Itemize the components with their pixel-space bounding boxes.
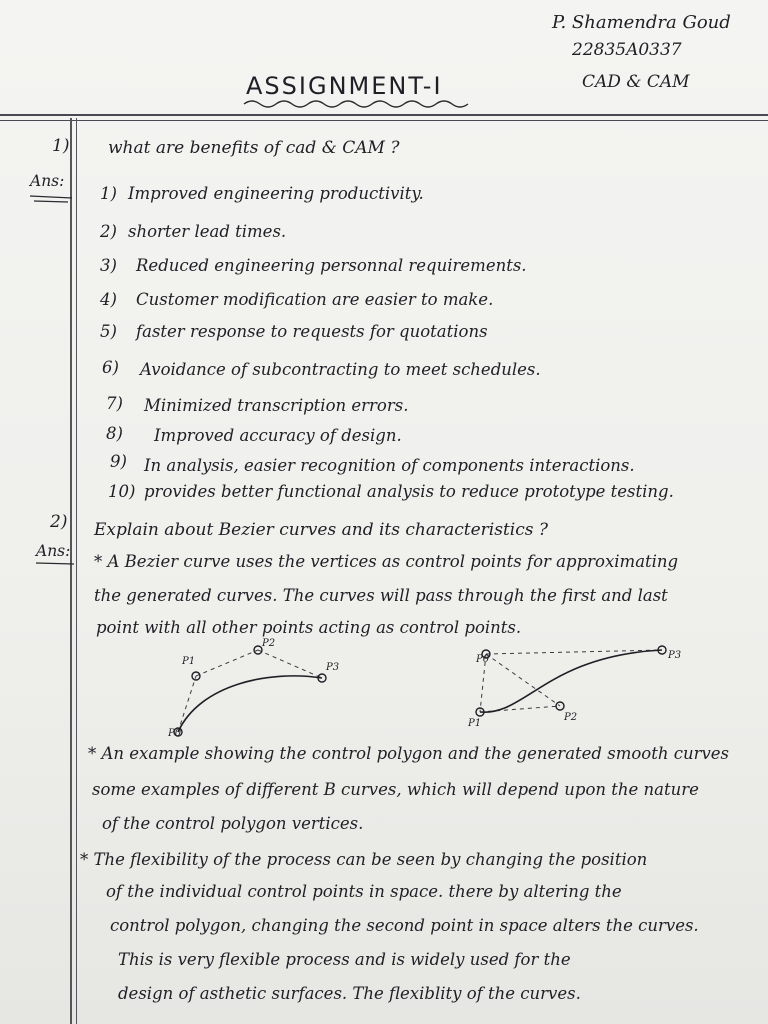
q1-answer-tag: Ans: xyxy=(30,172,65,190)
bezier-curve xyxy=(480,650,662,712)
list-item: faster response to requests for quotations xyxy=(136,322,488,341)
q2-answer-tag: Ans: xyxy=(36,542,71,560)
paragraph-line: point with all other points acting as control points. xyxy=(96,618,522,637)
header-rule-line-2 xyxy=(0,120,768,121)
list-item-number: 7) xyxy=(106,394,123,413)
list-item: Improved accuracy of design. xyxy=(154,426,402,445)
q1-question: what are benefits of cad & CAM ? xyxy=(108,138,400,158)
answer-tag-underline xyxy=(28,190,76,204)
title-underline-squiggle xyxy=(240,96,480,112)
margin-line-left-2 xyxy=(76,118,77,1024)
page-title: ASSIGNMENT-I xyxy=(246,72,443,100)
student-name: P. Shamendra Goud xyxy=(552,12,731,33)
point-label: P2 xyxy=(262,638,276,649)
list-item-number: 4) xyxy=(100,290,117,309)
list-item-number: 8) xyxy=(106,424,123,443)
point-label: P2 xyxy=(564,712,578,723)
paragraph-line: the generated curves. The curves will pass through the first and last xyxy=(94,586,668,605)
point-label: P3 xyxy=(326,662,340,673)
paragraph-line: design of asthetic surfaces. The flexiblity of the curves. xyxy=(118,984,581,1003)
list-item-number: 1) xyxy=(100,184,117,203)
subject-name: CAD & CAM xyxy=(582,72,690,92)
point-label: P1 xyxy=(182,656,196,667)
paragraph-line: of the control polygon vertices. xyxy=(102,814,364,833)
margin-line-left xyxy=(70,118,72,1024)
control-polygon-edge xyxy=(258,650,322,678)
header-rule-line xyxy=(0,114,768,116)
list-item: provides better functional analysis to reduce prototype testing. xyxy=(144,482,674,501)
list-item: Improved engineering productivity. xyxy=(128,184,424,203)
point-label: P1 xyxy=(468,718,482,729)
point-label: P0 xyxy=(168,728,182,739)
list-item: In analysis, easier recognition of components interactions. xyxy=(144,456,635,475)
answer-tag-underline xyxy=(34,558,78,568)
paragraph-line: some examples of different B curves, which will depend upon the nature xyxy=(92,780,699,799)
bezier-curve xyxy=(178,676,322,732)
paragraph-line: * An example showing the control polygon and the generated smooth curves xyxy=(88,744,730,763)
paragraph-line: * A Bezier curve uses the vertices as control points for approximating xyxy=(94,552,679,571)
paragraph-line: control polygon, changing the second point in space alters the curves. xyxy=(110,916,699,935)
control-polygon-edge xyxy=(196,650,258,676)
roll-number: 22835A0337 xyxy=(572,40,682,60)
list-item: Reduced engineering personnal requirements. xyxy=(136,256,527,275)
list-item-number: 3) xyxy=(100,256,117,275)
list-item: Customer modification are easier to make. xyxy=(136,290,494,309)
list-item-number: 2) xyxy=(100,222,117,241)
list-item-number: 10) xyxy=(108,482,136,501)
paragraph-line: This is very flexible process and is widely used for the xyxy=(118,950,571,969)
list-item-number: 5) xyxy=(100,322,117,341)
list-item: shorter lead times. xyxy=(128,222,287,241)
paragraph-line: * The flexibility of the process can be seen by changing the position xyxy=(80,850,648,869)
point-label: P3 xyxy=(668,650,682,661)
control-polygon-edge xyxy=(178,676,196,732)
q1-number: 1) xyxy=(52,136,70,156)
q2-question: Explain about Bezier curves and its characteristics ? xyxy=(94,520,548,540)
list-item-number: 9) xyxy=(110,452,127,471)
paragraph-line: of the individual control points in space. there by altering the xyxy=(106,882,622,901)
q2-number: 2) xyxy=(50,512,68,532)
list-item: Avoidance of subcontracting to meet schedules. xyxy=(140,360,541,379)
point-label: P0 xyxy=(476,654,490,665)
list-item: Minimized transcription errors. xyxy=(144,396,409,415)
list-item-number: 6) xyxy=(102,358,119,377)
